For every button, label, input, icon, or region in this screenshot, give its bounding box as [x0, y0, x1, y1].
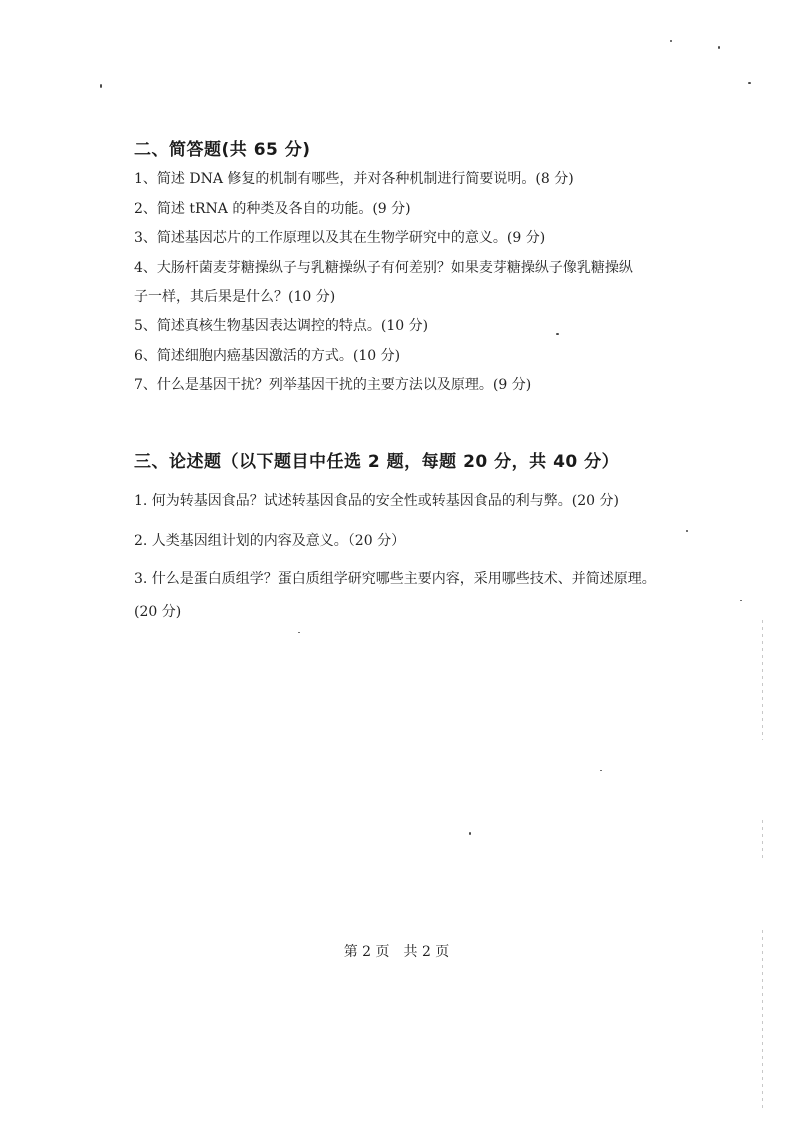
question-2-7: 7、什么是基因干扰？列举基因干扰的主要方法以及原理。(9 分) — [134, 377, 532, 393]
scan-speck — [298, 632, 300, 633]
page-number: 第 2 页 — [343, 944, 390, 960]
question-2-3: 3、简述基因芯片的工作原理以及其在生物学研究中的意义。(9 分) — [134, 230, 546, 246]
section-3-title: 三、论述题（以下题目中任选 2 题，每题 20 分，共 40 分） — [134, 452, 620, 472]
question-2-2: 2、简述 tRNA 的种类及各自的功能。(9 分) — [134, 201, 411, 217]
question-3-1: 1. 何为转基因食品？试述转基因食品的安全性或转基因食品的利与弊。(20 分) — [134, 493, 619, 509]
question-2-5: 5、简述真核生物基因表达调控的特点。(10 分) — [134, 318, 429, 334]
scan-speck — [686, 530, 688, 532]
scan-speck — [556, 333, 559, 335]
scan-speck — [740, 600, 742, 601]
scan-speck — [718, 46, 720, 49]
page-footer — [0, 941, 793, 961]
question-2-4-line-1: 4、大肠杆菌麦芽糖操纵子与乳糖操纵子有何差别？如果麦芽糖操纵子像乳糖操纵 — [134, 260, 633, 276]
section-2-title: 二、简答题(共 65 分) — [134, 140, 311, 160]
scan-edge-line — [762, 620, 763, 740]
question-2-4-line-2: 子一样，其后果是什么？(10 分) — [134, 289, 336, 305]
scan-speck — [600, 770, 602, 771]
question-2-1: 1、简述 DNA 修复的机制有哪些，并对各种机制进行简要说明。(8 分) — [134, 171, 574, 187]
scan-speck — [100, 84, 102, 88]
scan-edge-line — [762, 820, 763, 860]
page-total: 共 2 页 — [403, 944, 450, 960]
question-3-3-line-2: (20 分) — [134, 604, 182, 620]
question-3-3-line-1: 3. 什么是蛋白质组学？蛋白质组学研究哪些主要内容，采用哪些技术、并简述原理。 — [134, 571, 656, 587]
scan-speck — [469, 832, 471, 835]
scan-speck — [670, 40, 672, 42]
scan-speck — [748, 82, 751, 84]
question-2-6: 6、简述细胞内癌基因激活的方式。(10 分) — [134, 348, 401, 364]
question-3-2: 2. 人类基因组计划的内容及意义。（20 分） — [134, 533, 406, 549]
